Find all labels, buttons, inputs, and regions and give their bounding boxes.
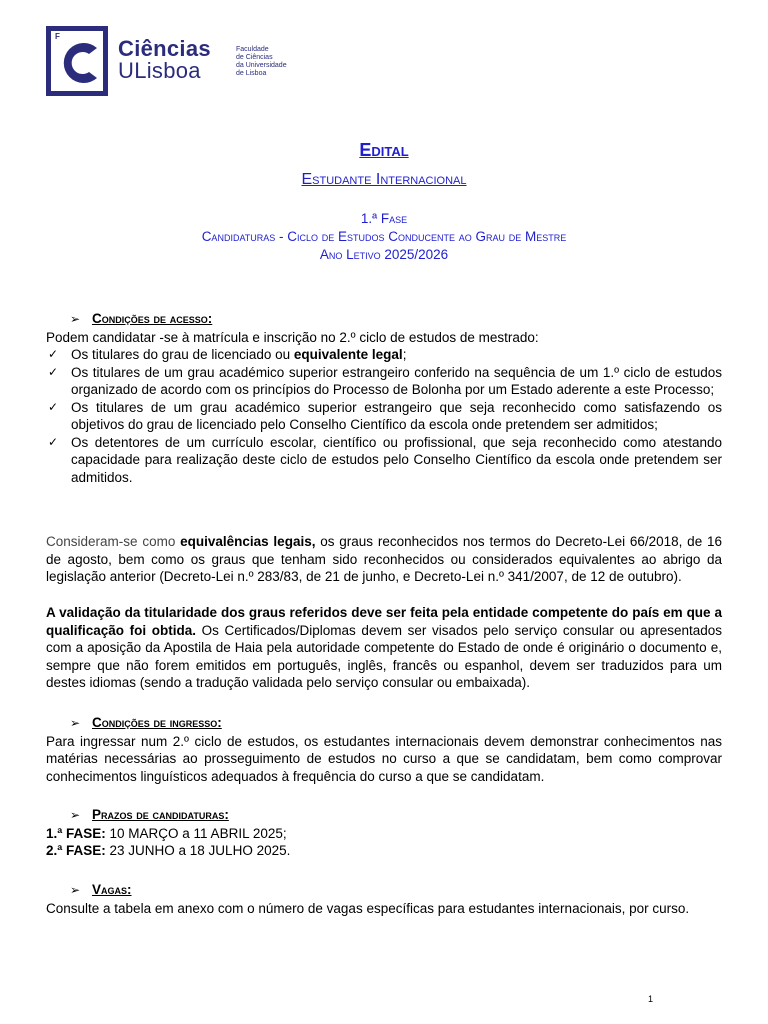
ingresso-text: Para ingressar num 2.º ciclo de estudos, os estudantes internacionais devem demonstrar conhecimentos nas matérias necessárias ao prosseguimento de estudos no curso a que se candidatam, bem como comprovar conhecimentos linguísticos adequados à frequência do curso a que se candidatam. — [46, 733, 722, 784]
vagas-text: Consulte a tabela em anexo com o número de vagas específicas para estudantes internacionais, por curso. — [46, 900, 690, 916]
fase1-dates: 10 MARÇO a 11 ABRIL 2025; — [105, 825, 287, 841]
item-end: ; — [402, 347, 407, 362]
arrow-bullet-icon: ➢ — [70, 312, 81, 326]
logo-name-line1: Ciências — [118, 36, 211, 61]
fase2-label: 2.ª FASE: — [46, 843, 106, 858]
logo-name-line2: ULisboa — [118, 58, 201, 83]
document-title: Edital — [359, 140, 409, 160]
section-acesso — [46, 310, 722, 486]
fase2-line — [46, 842, 722, 860]
logo-sub-line3: da Universidade — [236, 62, 287, 69]
equiv-lead: Consideram-se como — [46, 534, 181, 549]
section-prazos — [46, 806, 722, 860]
academic-year-label: Ano Letivo 2025/2026 — [319, 247, 449, 262]
section-heading — [46, 881, 722, 900]
item-text: Os detentores de um currículo escolar, científico ou profissional, que seja reconhecido como atestando capacidade para realização deste ciclo de estudos pelo Conselho Científico da escola onde pretendem ser admitidos. — [71, 434, 722, 485]
validacao-bold: A validação da titularidade dos graus referidos deve ser feita pela entidade competente do país em que a qualificação foi obtida. — [46, 605, 722, 638]
checkmark-icon: ✓ — [48, 364, 59, 379]
item-text: Os titulares do grau de licenciado ou — [71, 347, 294, 362]
equiv-rest: os graus reconhecidos nos termos do Decreto-Lei 66/2018, de 16 de agosto, bem como os graus que tenham sido reconhecidos ou considerados equivalentes ao abrigo da legislação anterior (Decreto-Lei n.º 283/83, de 21 de junho, e Decreto-Lei n.º 341/2007, de 12 de outubro). — [46, 534, 722, 584]
acesso-intro: Podem candidatar -se à matrícula e inscrição no 2.º ciclo de estudos de mestrado: — [46, 329, 539, 345]
list-item — [46, 399, 722, 434]
ingresso-heading: Condições de ingresso: — [92, 715, 222, 730]
checkmark-icon: ✓ — [48, 347, 59, 361]
logo-name — [118, 38, 211, 82]
checkmark-icon: ✓ — [48, 399, 59, 414]
validacao-paragraph — [46, 604, 722, 692]
logo-sub-line1: Faculdade — [236, 46, 269, 53]
logo-mark-letter: F — [55, 32, 60, 41]
checkmark-icon: ✓ — [48, 434, 59, 449]
fase1-label: 1.ª FASE: — [46, 825, 106, 841]
list-item — [46, 346, 722, 364]
section-heading — [46, 714, 722, 733]
equiv-bold: equivalências legais, — [180, 534, 316, 549]
logo-c-icon — [61, 42, 103, 84]
logo-sub-line2: de Ciências — [236, 54, 273, 61]
item-text: Os titulares de um grau académico superior estrangeiro conferido na sequência de um 1.º ciclo de estudos organizado de acordo com os princípios do Processo de Bolonha por um Estado aderente a este Processo; — [71, 364, 722, 397]
prazos-heading: Prazos de candidaturas: — [92, 807, 229, 822]
vagas-heading: Vagas: — [92, 882, 132, 897]
list-item — [46, 434, 722, 487]
logo-mark — [46, 26, 108, 96]
section-heading — [46, 806, 722, 825]
logo-subtitle — [236, 46, 316, 78]
logo-sub-line4: de Lisboa — [236, 70, 267, 77]
candidaturas-label: Candidaturas - Ciclo de Estudos Conducente ao Grau de Mestre — [201, 229, 567, 244]
arrow-bullet-icon: ➢ — [70, 716, 81, 730]
section-heading — [46, 310, 722, 329]
arrow-bullet-icon: ➢ — [70, 808, 81, 822]
faculty-logo — [46, 26, 306, 98]
arrow-bullet-icon: ➢ — [70, 883, 81, 897]
item-bold: equivalente legal — [293, 347, 403, 362]
acesso-heading: Condições de acesso: — [92, 311, 213, 326]
fase2-dates: 23 JUNHO a 18 JULHO 2025. — [105, 843, 291, 858]
page-number: 1 — [648, 994, 654, 1004]
section-ingresso — [46, 714, 722, 785]
section-vagas — [46, 881, 722, 917]
item-text: Os titulares de um grau académico superior estrangeiro que seja reconhecido como satisfazendo os objetivos do grau de licenciado pelo Conselho Científico da escola onde pretendem ser admitidos; — [71, 399, 722, 432]
phase-block — [0, 210, 768, 264]
document-subtitle: Estudante Internacional — [301, 171, 467, 188]
fase1-line — [46, 825, 722, 843]
list-item — [46, 364, 722, 399]
validacao-rest: Os Certificados/Diplomas devem ser visados pelo serviço consular ou apresentados com a aposição da Apostila de Haia pela autoridade competente do Estado de onde é originário o documento e, sempre que não forem emitidos em português, inglês, francês ou espanhol, devem ser traduzidos para um destes idiomas (sendo a tradução validada pelo serviço consular ou embaixada). — [46, 622, 722, 690]
phase-label: 1.ª Fase — [360, 211, 408, 226]
equivalencias-paragraph — [46, 533, 722, 586]
